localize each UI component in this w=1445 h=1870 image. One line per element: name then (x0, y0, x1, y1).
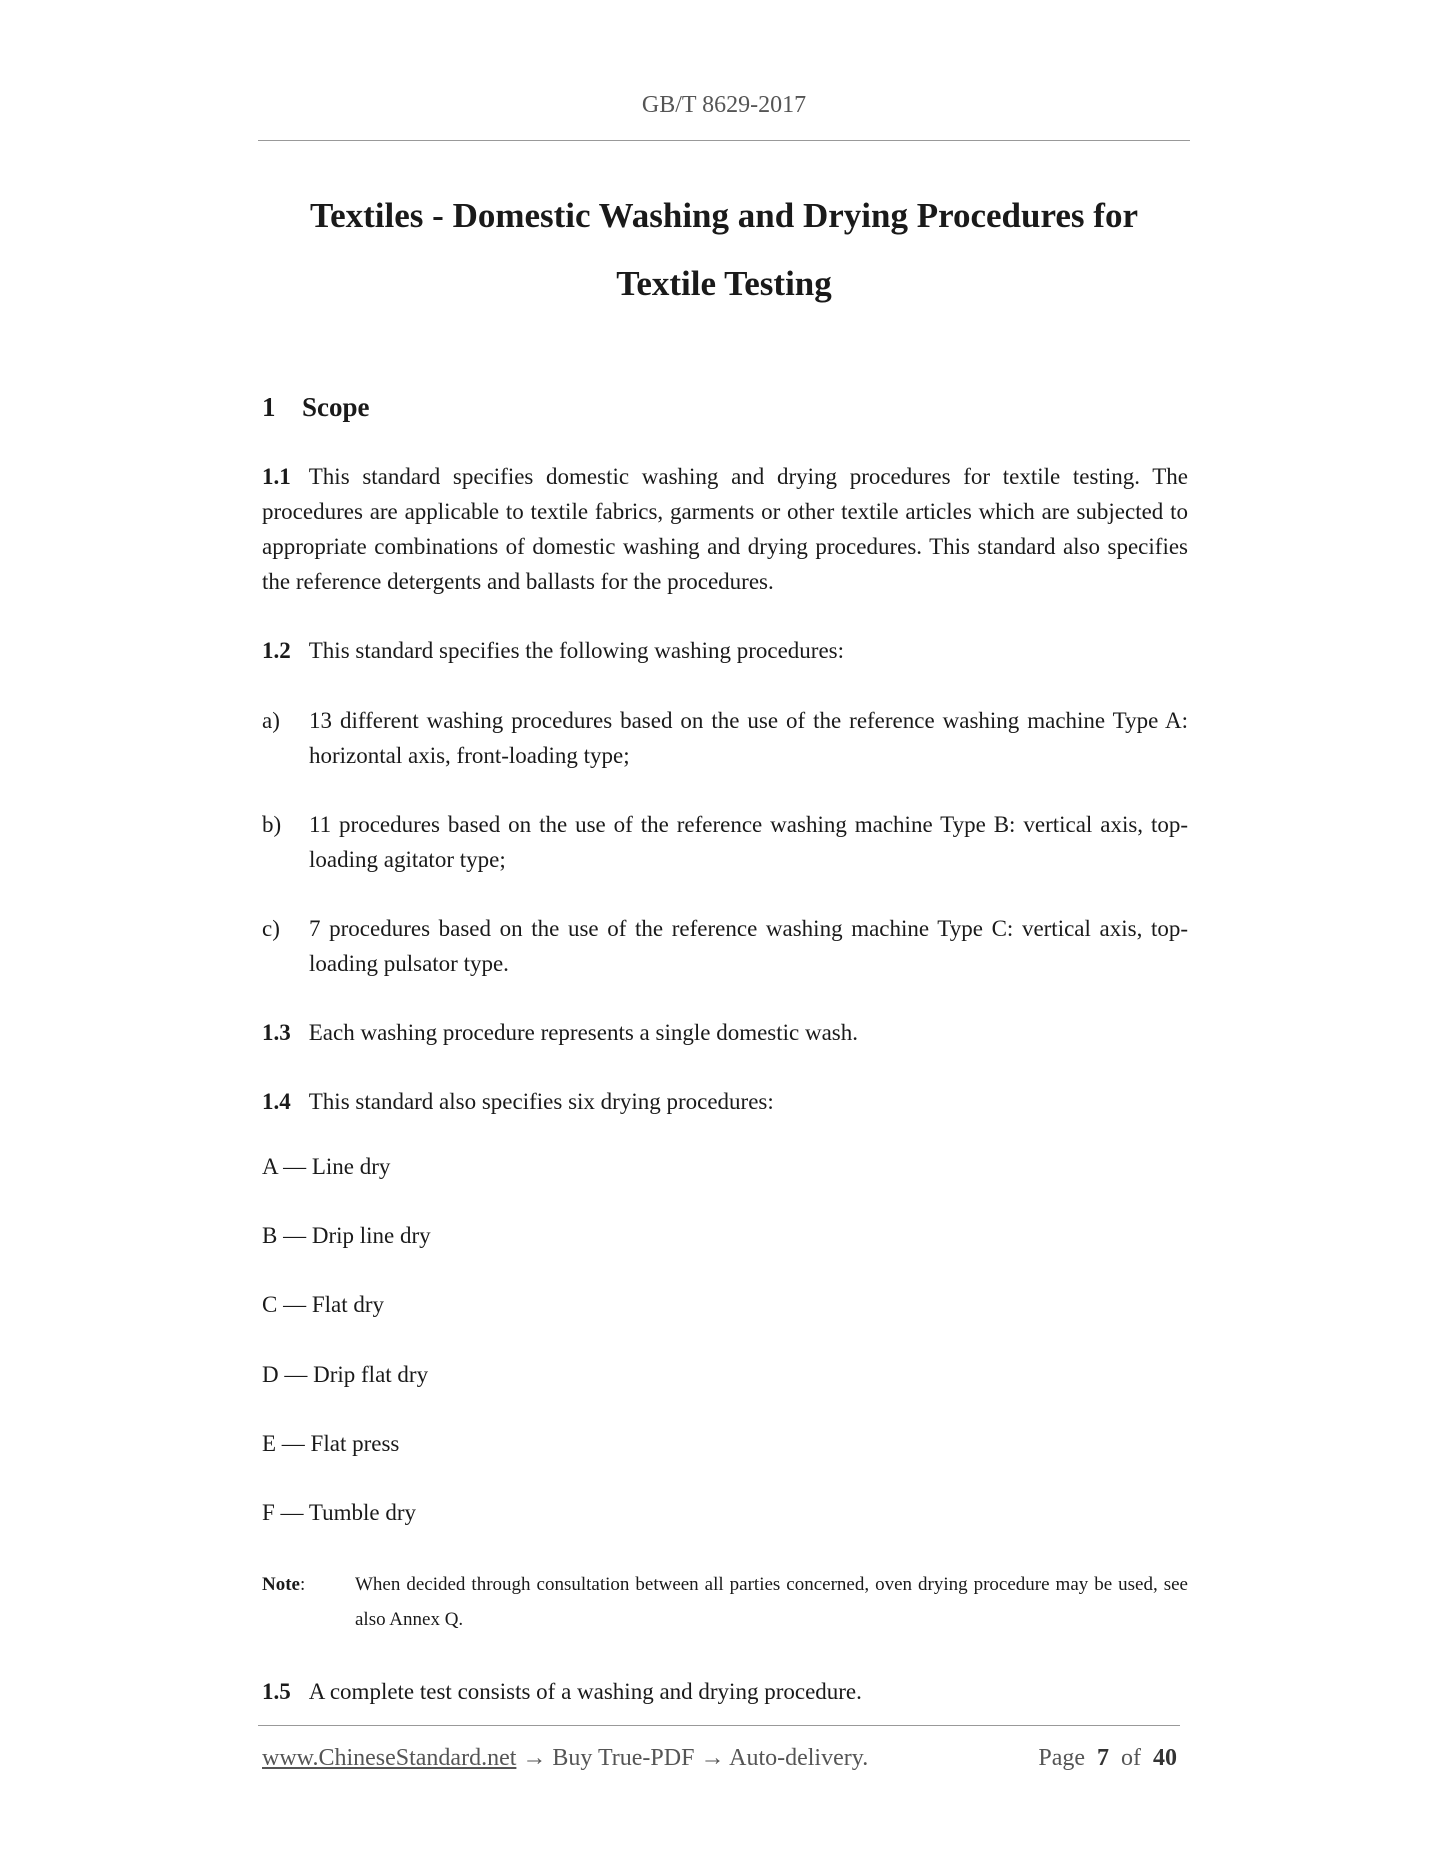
item-text: 7 procedures based on the use of the reference washing machine Type C: vertical axis, top-loading pulsator type. (309, 916, 1188, 976)
document-code-header: GB/T 8629-2017 (641, 92, 807, 118)
footer-promo-text: → Buy True-PDF → Auto-delivery. (516, 1745, 869, 1771)
page-current: 7 (1097, 1745, 1109, 1771)
page-label: Page (1038, 1745, 1085, 1771)
of-label: of (1121, 1745, 1141, 1771)
item-label: b) (262, 812, 282, 837)
note-label: Note: (262, 1574, 306, 1595)
clause-number: 1.4 (262, 1089, 291, 1114)
clause-text: This standard also specifies six drying procedures: (308, 1089, 774, 1114)
clause-1-5 (262, 1674, 1188, 1709)
drying-procedure-f: F — Tumble dry (262, 1500, 417, 1525)
header-divider (258, 140, 1190, 141)
clause-number: 1.2 (262, 638, 291, 663)
page-total: 40 (1153, 1745, 1177, 1771)
clause-number: 1.5 (262, 1679, 291, 1704)
item-label: a) (262, 708, 280, 733)
page-indicator (1038, 1745, 1177, 1772)
drying-procedure-d: D — Drip flat dry (262, 1362, 429, 1387)
title-line-1: Textiles - Domestic Washing and Drying Procedures for (309, 196, 1138, 235)
clause-text: A complete test consists of a washing and drying procedure. (308, 1679, 862, 1704)
clause-text: This standard specifies the following washing procedures: (308, 638, 845, 663)
note-text: When decided through consultation between all parties concerned, oven drying procedure may be used, see also Annex Q. (355, 1574, 1188, 1630)
website-link[interactable]: www.ChineseStandard.net (262, 1745, 517, 1771)
clause-1-4 (262, 1084, 1188, 1119)
note (262, 1567, 1188, 1637)
item-text: 13 different washing procedures based on the use of the reference washing machine Type A: horizontal axis, front-loading type; (309, 708, 1188, 768)
washing-item-c (262, 911, 1188, 981)
clause-text: Each washing procedure represents a single domestic wash. (308, 1020, 859, 1045)
washing-item-b (262, 807, 1188, 877)
item-label: c) (262, 916, 280, 941)
item-text: 11 procedures based on the use of the reference washing machine Type B: vertical axis, top-loading agitator type; (309, 812, 1188, 872)
title-line-2: Textile Testing (616, 264, 832, 303)
clause-1-2 (262, 633, 1188, 668)
footer-divider (258, 1725, 1180, 1726)
clause-1-3 (262, 1015, 1188, 1050)
drying-procedure-a: A — Line dry (262, 1154, 391, 1179)
clause-1-1 (262, 459, 1188, 599)
section-heading-scope (262, 392, 370, 423)
section-title: Scope (302, 392, 370, 422)
drying-procedure-e: E — Flat press (262, 1431, 400, 1456)
washing-item-a (262, 703, 1188, 773)
section-number: 1 (262, 392, 276, 422)
drying-procedure-b: B — Drip line dry (262, 1223, 431, 1248)
clause-text: This standard specifies domestic washing and drying procedures for textile testing. The procedures are applicable to textile fabrics, garments or other textile articles which are subjected to appropriate combinations of domestic washing and drying procedures. This standard also specifies the reference detergents and ballasts for the procedures. (262, 464, 1188, 594)
note-label-text: Note (262, 1574, 300, 1595)
clause-number: 1.1 (262, 464, 291, 489)
page-footer (262, 1745, 1177, 1772)
clause-number: 1.3 (262, 1020, 291, 1045)
drying-procedure-c: C — Flat dry (262, 1292, 385, 1317)
